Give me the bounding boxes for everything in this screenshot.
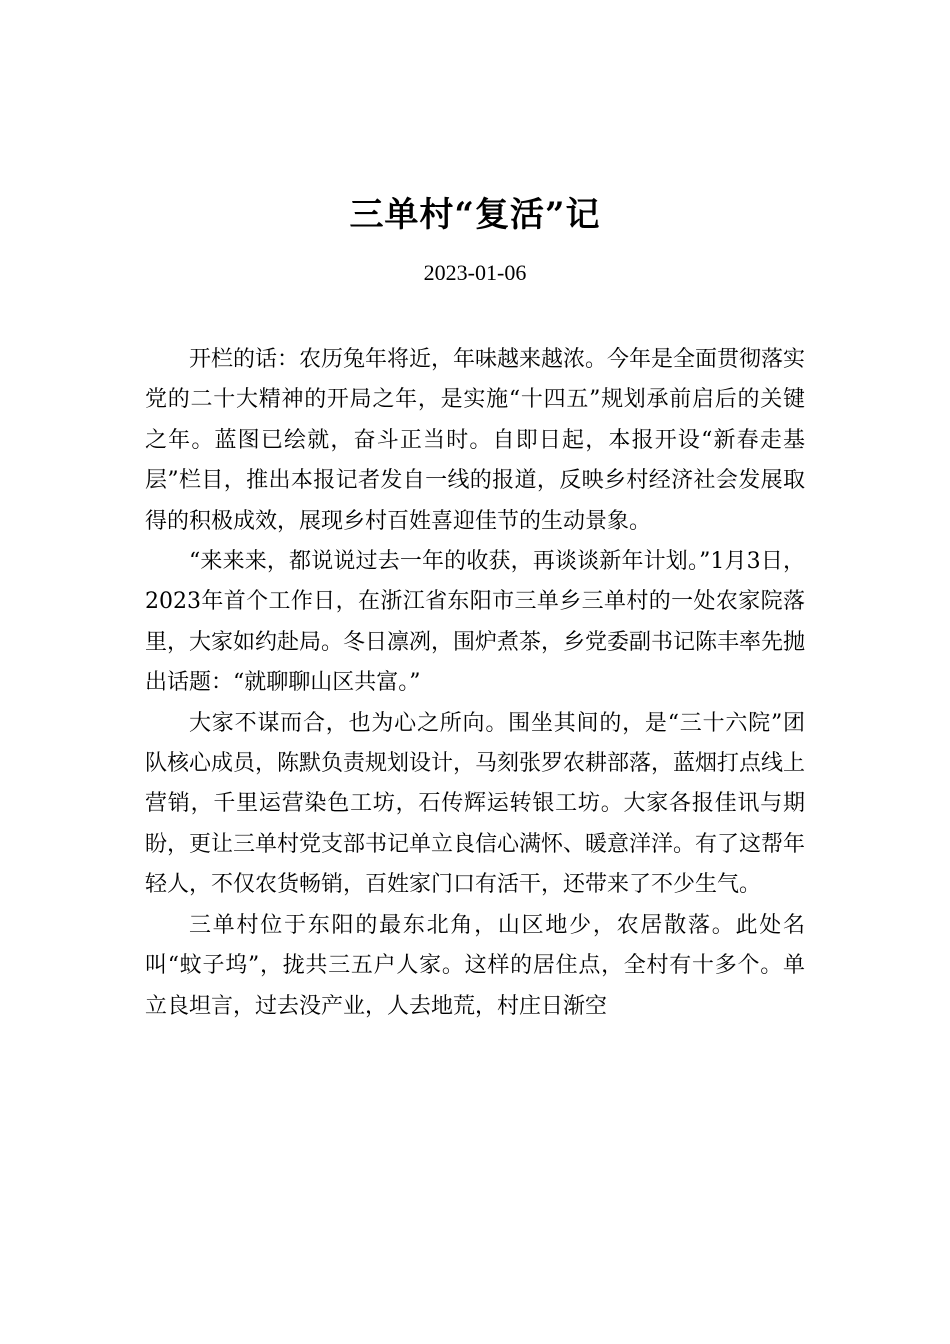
paragraph-4: 三单村位于东阳的最东北角，山区地少，农居散落。此处名叫“蚊子坞”，拢共三五户人家。这样的居住点，全村有十多个。单立良坦言，过去没产业，人去地荒，村庄日渐空 <box>145 912 805 1019</box>
paragraph-intro: 开栏的话：农历兔年将近，年味越来越浓。今年是全面贯彻落实党的二十大精神的开局之年，是实施“十四五”规划承前启后的关键之年。蓝图已绘就，奋斗正当时。自即日起，本报开设“新春走基层”栏目，推出本报记者发自一线的报道，反映乡村经济社会发展取得的积极成效，展现乡村百姓喜迎佳节的生动景象。 <box>145 347 806 534</box>
article-title: 三单村“复活”记 <box>349 195 601 235</box>
paragraph-3: 大家不谋而合，也为心之所向。围坐其间的，是“三十六院”团队核心成员，陈默负责规划设计，马刻张罗农耕部落，蓝烟打点线上营销，千里运营染色工坊，石传辉运转银工坊。大家各报佳讯与期盼，更让三单村党支部书记单立良信心满怀、暖意洋洋。有了这帮年轻人，不仅农货畅销，百姓家门口有活干，还带来了不少生气。 <box>145 710 806 898</box>
article-date: 2023-01-06 <box>423 260 527 285</box>
article-body <box>145 340 805 1027</box>
paragraph-2: “来来来，都说说过去一年的收获，再谈谈新年计划。”1月3日，2023年首个工作日，在浙江省东阳市三单乡三单村的一处农家院落里，大家如约赴局。冬日凛冽，围炉煮茶，乡党委副书记陈丰率先抛出话题：“就聊聊山区共富。” <box>145 549 806 696</box>
